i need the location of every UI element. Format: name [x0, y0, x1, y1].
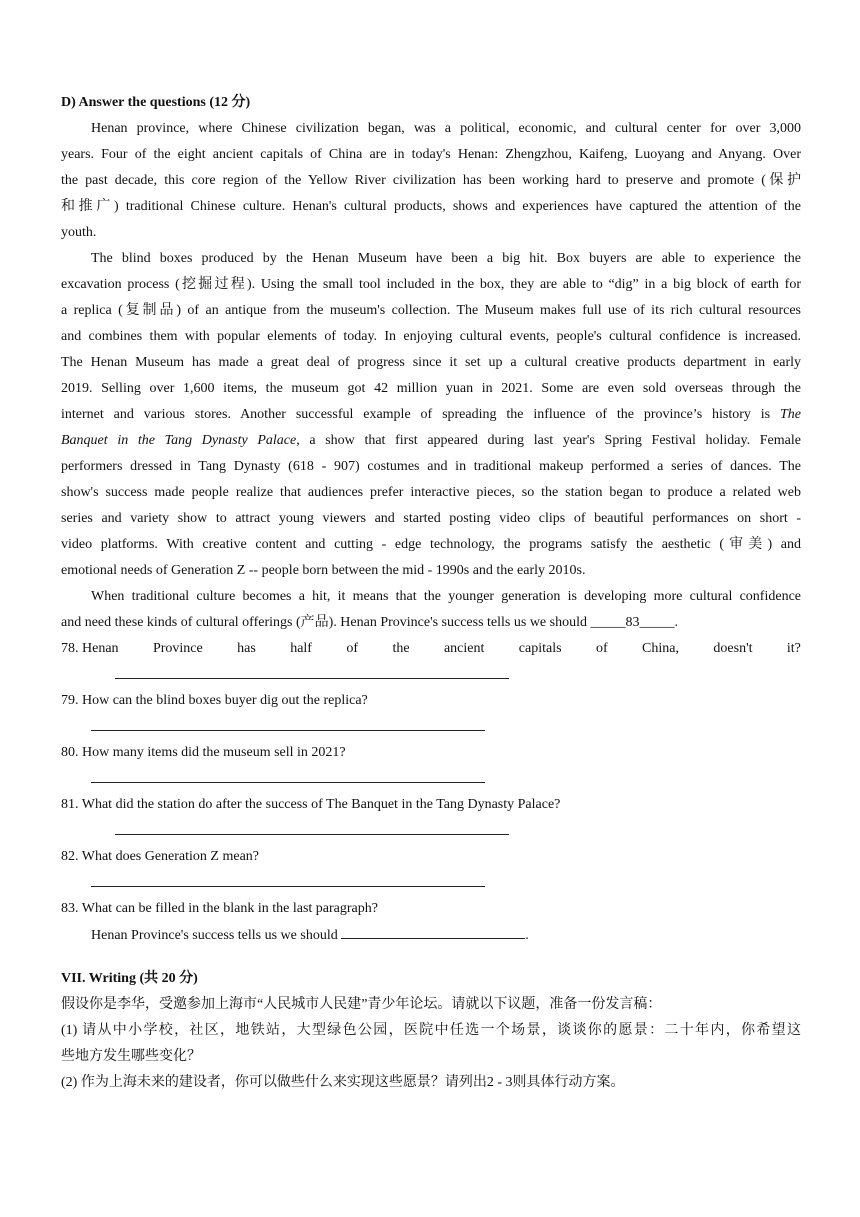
passage-line: series and variety show to attract young viewers and started posting video clips of beautiful performances on short -: [61, 511, 801, 526]
answer-line-81[interactable]: [61, 818, 801, 844]
answer-83: [61, 922, 801, 948]
writing-prompt-line: 假设你是李华，受邀参加上海市“人民城市人民建”青少年论坛。请就以下议题，准备一份发言稿：: [61, 997, 662, 1012]
question-78: [61, 636, 801, 662]
question-82: 82. What does Generation Z mean?: [61, 849, 260, 864]
passage-line: [61, 402, 801, 428]
passage-line: The blind boxes produced by the Henan Museum have been a big hit. Box buyers are able to experience the: [91, 251, 801, 266]
question-80: 80. How many items did the museum sell in 2021?: [61, 745, 346, 760]
writing-heading: VII. Writing (共 20 分): [61, 971, 198, 986]
passage-line: excavation process (挖掘过程). Using the small tool included in the box, they are able to “dig” in a big block of earth for: [61, 277, 801, 292]
passage-line: years. Four of the eight ancient capitals of China are in today's Henan: Zhengzhou, Kaifeng, Luoyang and Anyang. Over: [61, 147, 801, 162]
answer-line-79[interactable]: [61, 714, 801, 740]
q78-word: of: [346, 641, 359, 656]
q78-word: ancient: [443, 641, 485, 656]
passage-text: internet and various stores. Another successful example of spreading the influence of the province’s history is: [61, 407, 771, 422]
answer-line-80[interactable]: [61, 766, 801, 792]
q78-word: of: [595, 641, 608, 656]
passage-text: , a show that first appeared during last year's Spring Festival holiday. Female: [296, 433, 801, 448]
q78-word: has: [237, 641, 256, 656]
writing-prompt-line: (1) 请从中小学校，社区，地铁站，大型绿色公园，医院中任选一个场景，谈谈你的愿景：二十年内，你希望这: [61, 1023, 801, 1038]
passage-line: performers dressed in Tang Dynasty (618 - 907) costumes and in traditional makeup performed a series of dances. The: [61, 459, 801, 474]
show-title-italic: Banquet in the Tang Dynasty Palace: [61, 433, 297, 448]
passage-line: show's success made people realize that audiences prefer interactive pieces, so the station began to produce a related web: [61, 485, 801, 500]
q78-word: doesn't: [713, 641, 753, 656]
q78-word: it?: [786, 641, 801, 656]
answer-blank-83[interactable]: [341, 922, 525, 939]
passage-line: When traditional culture becomes a hit, it means that the younger generation is developing more cultural confidence: [91, 589, 801, 604]
question-83: 83. What can be filled in the blank in the last paragraph?: [61, 901, 378, 916]
q78-word: China,: [642, 641, 679, 656]
passage-line: youth.: [61, 225, 97, 240]
passage-line: video platforms. With creative content and cutting - edge technology, the programs satisfy the aesthetic (审美) and: [61, 537, 801, 552]
answer-line-78[interactable]: [61, 662, 801, 688]
passage-line: and need these kinds of cultural offerings (产品). Henan Province's success tells us we should _____83_____.: [61, 615, 678, 630]
q78-word: capitals: [518, 641, 562, 656]
worksheet-page: [61, 90, 801, 1096]
passage-line: [61, 428, 801, 454]
q78-word: Province: [152, 641, 203, 656]
q83-period: .: [525, 928, 529, 943]
question-81: 81. What did the station do after the success of The Banquet in the Tang Dynasty Palace?: [61, 797, 561, 812]
writing-prompt-line: 些地方发生哪些变化？: [61, 1049, 201, 1064]
writing-prompt-line: (2) 作为上海未来的建设者，你可以做些什么来实现这些愿景？请列出2 - 3则具体行动方案。: [61, 1075, 625, 1090]
passage-line: 和推广) traditional Chinese culture. Henan's cultural products, shows and experiences have captured the attention of the: [61, 199, 801, 214]
passage-line: 2019. Selling over 1,600 items, the museum got 42 million yuan in 2021. Some are even sold overseas through the: [61, 381, 801, 396]
q78-word: 78. Henan: [61, 641, 119, 656]
passage-line: emotional needs of Generation Z -- people born between the mid - 1990s and the early 2010s.: [61, 563, 586, 578]
passage-line: and combines them with popular elements of today. In enjoying cultural events, people's cultural confidence is increased.: [61, 329, 801, 344]
q83-prompt: Henan Province's success tells us we should: [91, 928, 338, 943]
q78-word: the: [392, 641, 410, 656]
q78-word: half: [290, 641, 312, 656]
passage-line: The Henan Museum has made a great deal of progress since it set up a cultural creative products department in early: [61, 355, 801, 370]
passage-line: the past decade, this core region of the Yellow River civilization has been working hard to preserve and promote (保护: [61, 173, 801, 188]
passage-line: Henan province, where Chinese civilization began, was a political, economic, and cultural center for over 3,000: [91, 121, 801, 136]
section-d-heading: D) Answer the questions (12 分): [61, 95, 251, 110]
question-79: 79. How can the blind boxes buyer dig out the replica?: [61, 693, 368, 708]
passage-line: a replica (复制品) of an antique from the museum's collection. The Museum makes full use of its rich cultural resources: [61, 303, 801, 318]
answer-line-82[interactable]: [61, 870, 801, 896]
show-title-italic: The: [780, 407, 801, 422]
